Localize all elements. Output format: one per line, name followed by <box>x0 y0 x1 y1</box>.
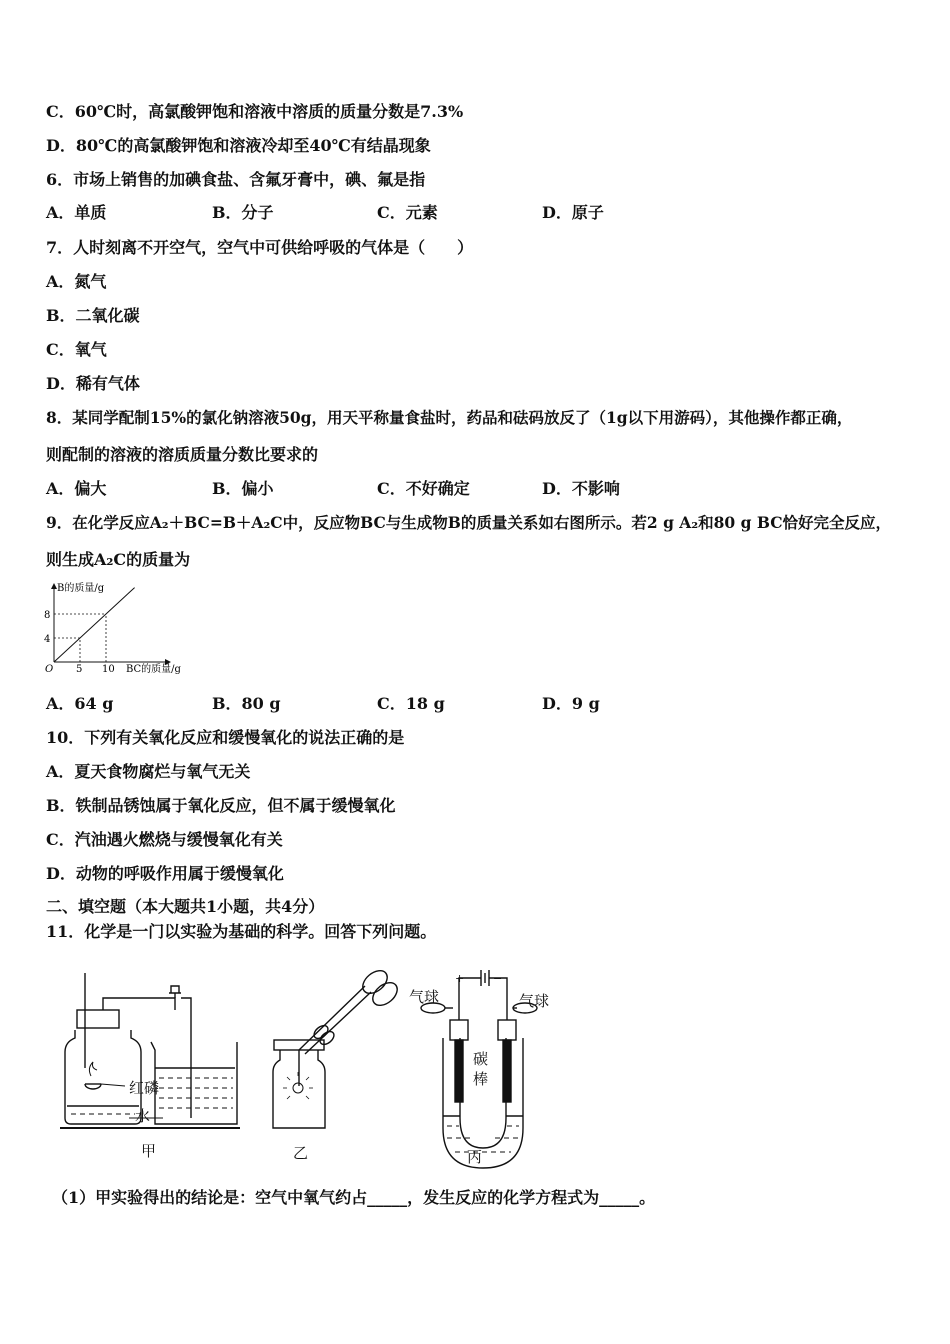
q9-option-b: B．80 g <box>212 694 281 713</box>
q9-option-d: D．9 g <box>542 694 600 713</box>
q5-option-c: C．60℃时，高氯酸钾饱和溶液中溶质的质量分数是7.3% <box>46 102 464 121</box>
section-heading: 二、填空题（本大题共1小题，共4分） <box>46 897 325 916</box>
q7-option-a: A．氮气 <box>46 272 107 291</box>
y-tick-label-0: 4 <box>44 634 51 645</box>
x-axis-label: BC的质量/g <box>126 664 181 675</box>
q8-option-b: B．偏小 <box>212 479 274 498</box>
label-carbon-rod-2: 棒 <box>473 1070 489 1088</box>
q6-stem: 6．市场上销售的加碘食盐、含氟牙膏中，碘、氟是指 <box>46 170 426 189</box>
y-axis-label: B的质量/g <box>57 583 105 594</box>
q8-stem-line2: 则配制的溶液的溶质质量分数比要求的 <box>46 445 319 464</box>
label-plus: + <box>455 972 465 985</box>
data-line-b-vs-bc <box>54 588 135 662</box>
q6-option-a: A．单质 <box>46 203 107 222</box>
label-balloon-right: 气球 <box>519 992 550 1010</box>
q6-option-d: D．原子 <box>542 203 604 222</box>
q6-option-c: C．元素 <box>377 203 438 222</box>
label-carbon-rod-1: 碳 <box>473 1050 489 1068</box>
q9-stem-line1: 9．在化学反应A₂＋BC=B＋A₂C中，反应物BC与生成物B的质量关系如右图所示。若2 g A₂和80 g BC恰好完全反应， <box>46 513 892 532</box>
q10-option-a: A．夏天食物腐烂与氧气无关 <box>46 762 251 781</box>
q5-option-d: D．80℃的高氯酸钾饱和溶液冷却至40℃有结晶现象 <box>46 136 431 155</box>
y-tick-label-1: 8 <box>44 610 51 621</box>
q8-option-c: C．不好确定 <box>377 479 470 498</box>
q7-option-c: C．氧气 <box>46 340 107 359</box>
yi-apparatus <box>273 968 402 1128</box>
q9-mass-chart <box>30 578 210 680</box>
q10-option-b: B．铁制品锈蚀属于氧化反应，但不属于缓慢氧化 <box>46 796 396 815</box>
q8-option-d: D．不影响 <box>542 479 620 498</box>
q7-stem: 7．人时刻离不开空气，空气中可供给呼吸的气体是（ ） <box>46 238 474 257</box>
q11-apparatus-figure <box>55 968 575 1173</box>
label-yi: 乙 <box>293 1144 309 1162</box>
label-water: 水 <box>135 1107 151 1125</box>
x-tick-label-1: 10 <box>102 664 115 675</box>
q7-option-d: D．稀有气体 <box>46 374 140 393</box>
q10-stem: 10．下列有关氧化反应和缓慢氧化的说法正确的是 <box>46 728 405 747</box>
label-bing: 丙 <box>467 1148 483 1166</box>
q7-option-b: B．二氧化碳 <box>46 306 140 325</box>
label-red-phosphorus: 红磷 <box>129 1079 160 1097</box>
label-jia: 甲 <box>141 1142 157 1160</box>
label-minus: − <box>493 972 503 985</box>
q9-stem-line2: 则生成A₂C的质量为 <box>46 550 191 569</box>
q11-stem: 11．化学是一门以实验为基础的科学。回答下列问题。 <box>46 922 437 941</box>
label-balloon-left: 气球 <box>409 988 440 1006</box>
q9-option-c: C．18 g <box>377 694 445 713</box>
q9-option-a: A．64 g <box>46 694 114 713</box>
q8-stem-line1: 8．某同学配制15%的氯化钠溶液50g，用天平称量食盐时，药品和砝码放反了（1g以下用游码），其他操作都正确， <box>46 408 853 427</box>
q10-option-c: C．汽油遇火燃烧与缓慢氧化有关 <box>46 830 283 849</box>
origin-label: O <box>45 664 54 675</box>
q10-option-d: D．动物的呼吸作用属于缓慢氧化 <box>46 864 284 883</box>
q8-option-a: A．偏大 <box>46 479 107 498</box>
q6-option-b: B．分子 <box>212 203 274 222</box>
jia-apparatus <box>60 973 240 1128</box>
q11-sub1: （1）甲实验得出的结论是：空气中氧气约占_____，发生反应的化学方程式为_____。 <box>52 1188 656 1207</box>
x-tick-label-0: 5 <box>76 664 83 675</box>
